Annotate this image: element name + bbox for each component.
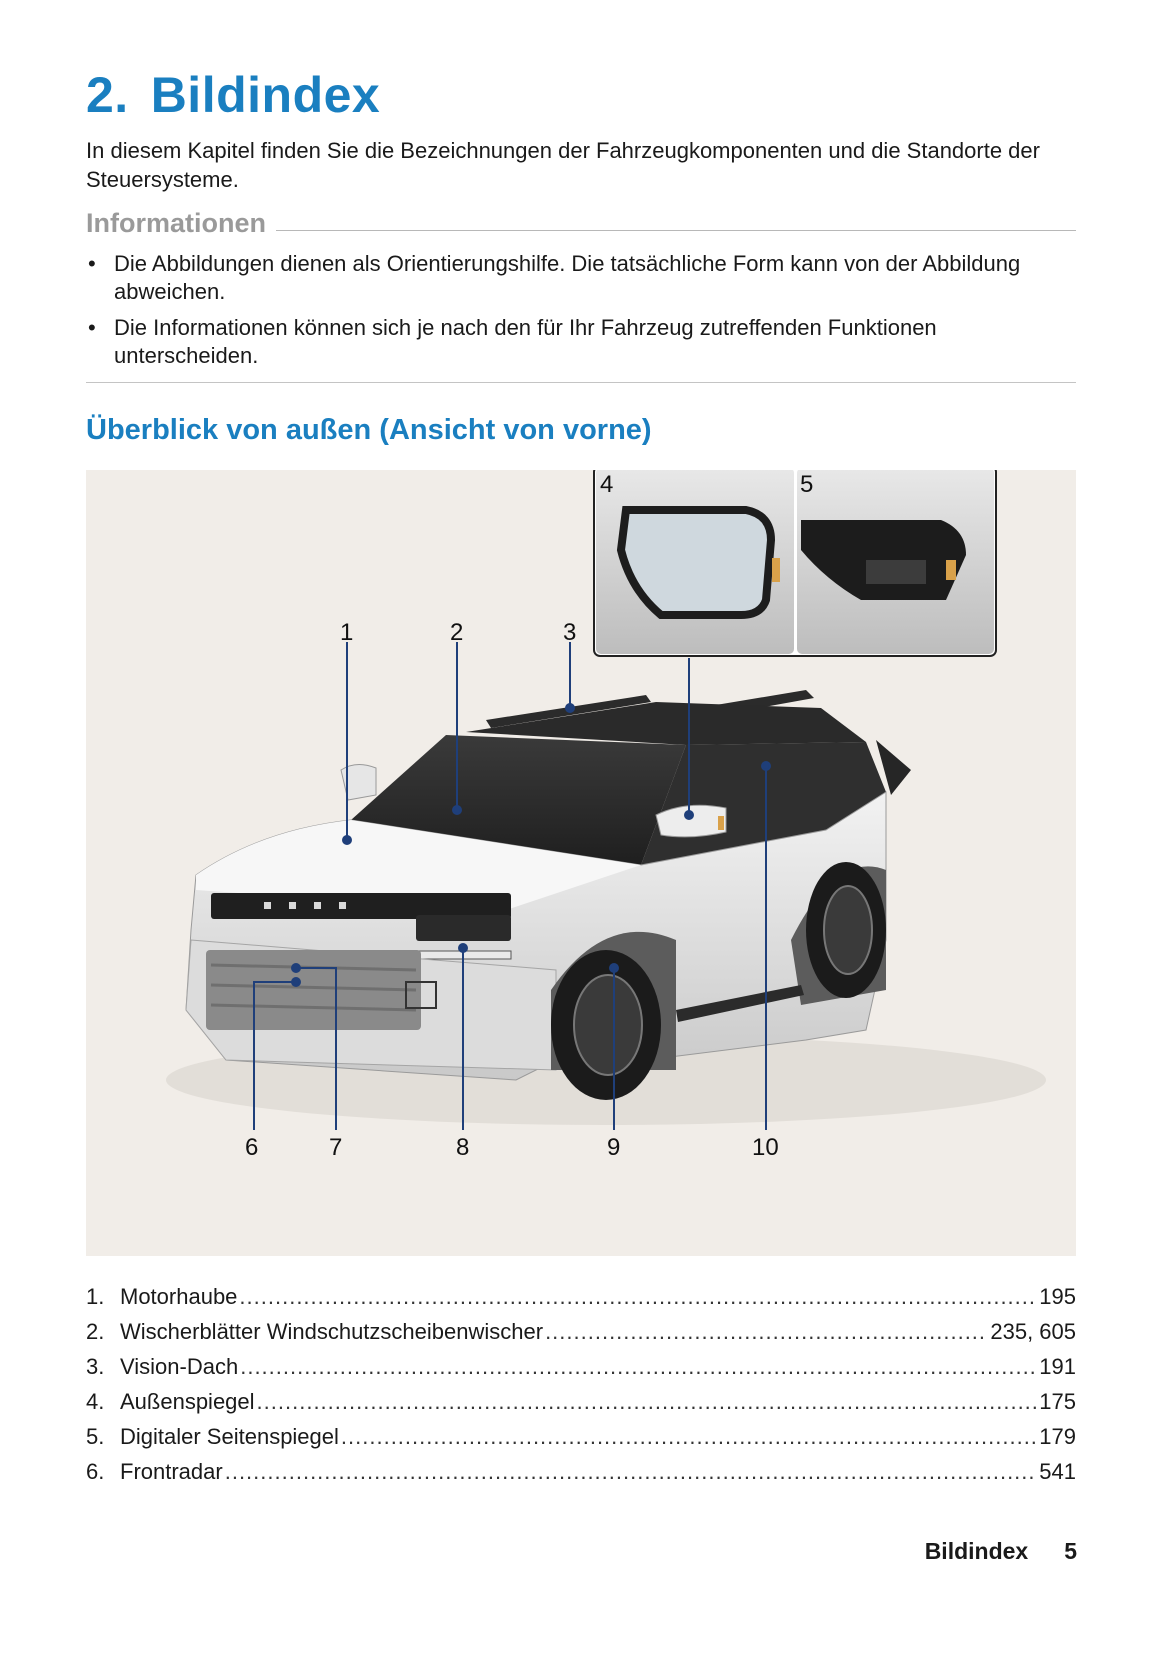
component-index-list: [86, 1284, 1076, 1494]
index-page: 179: [1039, 1424, 1076, 1449]
callout-5: 5: [800, 471, 814, 498]
callout-9: 9: [607, 1134, 621, 1161]
index-entry[interactable]: [86, 1389, 1076, 1424]
dot-leader: [240, 1354, 1037, 1380]
info-bullet-text: Die Informationen können sich je nach den für Ihr Fahrzeug zutreffenden Funktionen unterscheiden.: [114, 315, 937, 368]
info-bullet-list: [86, 250, 1076, 378]
dot-leader: [225, 1459, 1038, 1485]
info-bottom-rule: [86, 382, 1076, 383]
chapter-title-text: Bildindex: [150, 67, 381, 123]
callout-10: 10: [752, 1134, 779, 1161]
index-entry[interactable]: [86, 1319, 1076, 1354]
inset-camera-indicator: [946, 560, 956, 580]
index-label: Digitaler Seitenspiegel: [120, 1424, 339, 1449]
index-page: 191: [1039, 1354, 1076, 1379]
index-page: 175: [1039, 1389, 1076, 1414]
front-wheel-rim: [574, 975, 642, 1075]
page-footer: [925, 1538, 1077, 1565]
inset-mirror-glass: [621, 510, 771, 615]
footer-section-name: Bildindex: [924, 1538, 1029, 1564]
index-label: Motorhaube: [120, 1284, 238, 1309]
index-number: 6.: [86, 1459, 105, 1484]
info-bullet-text: Die Abbildungen dienen als Orientierungshilfe. Die tatsächliche Form kann von der Abbildung abweichen.: [114, 251, 1021, 304]
callout-8: 8: [456, 1134, 470, 1161]
callout-1: 1: [340, 619, 354, 646]
index-number: 4.: [86, 1389, 105, 1414]
headlight: [416, 915, 511, 941]
index-page: 195: [1039, 1284, 1076, 1309]
index-entry[interactable]: [86, 1424, 1076, 1459]
callout-7: 7: [329, 1134, 343, 1161]
inset-mirror-indicator: [772, 558, 780, 582]
index-number: 5.: [86, 1424, 105, 1449]
index-entry[interactable]: [86, 1354, 1076, 1389]
dot-leader: [341, 1424, 1037, 1450]
info-heading-label: Informationen: [86, 207, 266, 238]
dot-leader: [545, 1319, 988, 1345]
bullet-dot: •: [88, 251, 96, 276]
callout-2: 2: [450, 619, 464, 646]
callout-3: 3: [563, 619, 577, 646]
dot-leader: [239, 1284, 1037, 1310]
callout-6: 6: [245, 1134, 259, 1161]
info-heading-rule: [276, 230, 1076, 231]
info-bullet: [86, 250, 1076, 306]
index-number: 3.: [86, 1354, 105, 1379]
index-page: 541: [1039, 1459, 1076, 1484]
rear-wheel-rim: [824, 886, 872, 974]
index-entry[interactable]: [86, 1459, 1076, 1494]
index-number: 1.: [86, 1284, 105, 1309]
callout-4: 4: [600, 471, 614, 498]
chapter-number: 2.: [86, 67, 129, 123]
car-front-figure: [86, 470, 1076, 1256]
bullet-dot: •: [88, 315, 96, 340]
info-bullet: [86, 314, 1076, 370]
index-page: 235, 605: [990, 1319, 1076, 1344]
index-label: Frontradar: [120, 1459, 223, 1484]
section-title: Überblick von außen (Ansicht von vorne): [86, 414, 652, 446]
index-entry[interactable]: [86, 1284, 1076, 1319]
index-label: Vision-Dach: [120, 1354, 239, 1379]
mirror-indicator: [718, 816, 724, 830]
chapter-title: [86, 66, 380, 124]
inset-camera-lens: [866, 560, 926, 584]
intro-paragraph: In diesem Kapitel finden Sie die Bezeichnungen der Fahrzeugkomponenten und die Standorte der Steuersysteme.: [86, 138, 1040, 192]
footer-page-number: 5: [1064, 1538, 1077, 1564]
car-illustration: [86, 470, 1076, 1256]
index-label: Außenspiegel: [120, 1389, 255, 1414]
info-heading: [86, 207, 1076, 239]
index-label: Wischerblätter Windschutzscheibenwischer: [120, 1319, 544, 1344]
dot-leader: [257, 1389, 1038, 1415]
index-number: 2.: [86, 1319, 105, 1344]
